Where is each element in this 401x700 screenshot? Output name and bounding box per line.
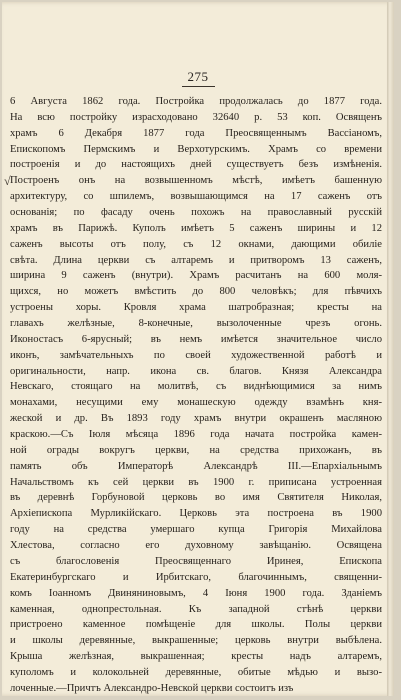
text-line: куполомъ и колокольней деревянные, обитые мѣдью и вызо- [10,666,382,678]
text-line: ширина 9 саженъ (внутри). Храмъ расчитанъ на 600 моля- [10,270,382,282]
page-header [2,68,394,87]
text-line: храмъ въ Парижѣ. Куполъ имѣетъ 5 саженъ ширины и 12 [10,222,382,234]
body-text [10,94,382,696]
text-line: устроены хоры. Кровля храма шатробразная; кресты на [10,302,382,314]
text-line: году на средства умершаго купца Григорія Михайлова [10,524,382,536]
text-line: пристроено каменное помѣщеніе для школы. Полы церкви [10,619,382,631]
page-number: 275 [182,69,215,87]
text-line: храмъ 6 Декабря 1877 года Преосвященнымъ Вассіаномъ, [10,127,382,139]
text-line: комъ Іоанномъ Двиняниновымъ, 4 Іюня 1900 года. Зданіемъ [10,587,382,599]
text-line: ной ограды вокругъ церкви, на средства прихожанъ, въ [10,444,382,456]
text-line: жеской и др. Въ 1893 году храмъ внутри окрашенъ масляною [10,413,382,425]
page-edge-shadow [387,2,394,696]
text-line: и школы деревянные, выкрашенные; церковь внутри выбѣлена. [10,635,382,647]
text-line: Епископомъ Пермскимъ и Верхотурскимъ. Храмъ со времени [10,143,382,155]
text-line: На всю постройку израсходовано 32640 р. 53 коп. Освященъ [10,111,382,123]
text-line: щихся, но можетъ вмѣстить до 800 человѣкъ; для пѣвчихъ [10,286,382,298]
text-line: основанія; по фасаду очень похожъ на православный русскій [10,207,382,219]
text-line: построенія и до настоящихъ дней существуетъ безъ измѣненія. [10,159,382,171]
text-line: иконъ, замѣчательныхъ по своей художественной работѣ и [10,349,382,361]
text-line: архитектуру, со шпилемъ, возвышающимся на 17 саженъ отъ [10,191,382,203]
text-line: память объ Императорѣ Александрѣ III.—Епархіальнымъ [10,460,382,472]
text-line: 6 Августа 1862 года. Постройка продолжалась до 1877 года. [10,96,382,107]
text-line: Начальствомъ къ сей церкви въ 1900 г. приписана устроенная [10,476,382,488]
text-line: главахъ желѣзные, 8-конечные, вызолоченные чрезъ огонь. [10,318,382,330]
text-line: Архіепископа Мурликійскаго. Церковь эта построена въ 1900 [10,508,382,520]
text-line: монахами, несущими ему монашескую одежду взамѣнъ кня- [10,397,382,409]
text-line: Построенъ онъ на возвышенномъ мѣстѣ, имѣетъ башенную [10,175,382,187]
text-line: оригинальности, напр. икона св. благов. Князя Александра [10,365,382,377]
text-line: Невскаго, стоящаго на молитвѣ, съ виднѣющимися за нимъ [10,381,382,393]
text-line: Екатеринбургскаго и Ирбитскаго, благочиннымъ, священни- [10,571,382,583]
text-line: свѣта. Длина церкви съ алтаремъ и притворомъ 13 саженъ, [10,254,382,266]
text-line: Хлестова, согласно его духовному завѣщанію. Освящена [10,540,382,552]
text-line: Иконостасъ 6-ярусный; въ немъ имѣется значительное число [10,333,382,345]
text-line: краскою.—Съ Іюля мѣсяца 1896 года начата постройка камен- [10,429,382,441]
text-line: саженъ высоты отъ полу, съ 12 окнами, дающими обиліе [10,238,382,250]
text-line: въ деревнѣ Горбуновой церковь во имя Святителя Николая, [10,492,382,504]
text-line: лоченные.—Причтъ Александро-Невской церкви состоитъ изъ [10,682,294,694]
text-line: каменная, однопрестольная. Къ западной стѣнѣ церкви [10,603,382,615]
text-line: Крыша желѣзная, выкрашенная; кресты надъ алтаремъ, [10,651,382,663]
text-line: съ благословенія Преосвященнаго Иринея, Епископа [10,555,382,567]
margin-check-mark: √ [4,174,11,188]
book-page [2,2,394,696]
